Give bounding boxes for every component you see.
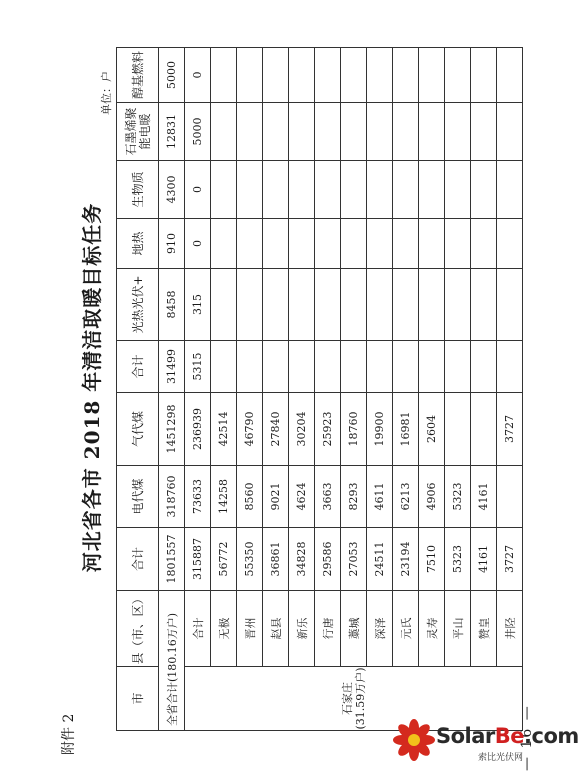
logo-text-accent: Be [494, 724, 525, 748]
table-cell [419, 48, 445, 103]
table-row [263, 48, 289, 731]
province-total-cell: 5000 [159, 48, 185, 103]
table-cell [289, 48, 315, 103]
table-cell: 236939 [185, 393, 211, 466]
table-cell [471, 48, 497, 103]
table-cell [445, 219, 471, 269]
column-header: 地热 [117, 219, 159, 269]
table-cell [419, 269, 445, 341]
table-cell [237, 161, 263, 219]
table-cell: 27840 [263, 393, 289, 466]
table-cell [263, 269, 289, 341]
table-cell [471, 393, 497, 466]
table-cell: 2604 [419, 393, 445, 466]
table-cell [497, 466, 523, 528]
table-cell [237, 219, 263, 269]
column-header: 电代煤 [117, 466, 159, 528]
table-cell [445, 341, 471, 393]
table-row [445, 48, 471, 731]
header-row [117, 48, 159, 731]
unit-label: 单位：户 [100, 71, 113, 115]
document-title: 河北省各市 2018 年清洁取暖目标任务 [80, 202, 104, 573]
table-cell: 4611 [367, 466, 393, 528]
table-cell [497, 103, 523, 161]
table-cell [289, 269, 315, 341]
table-cell [393, 341, 419, 393]
table-cell: 42514 [211, 393, 237, 466]
attachment-label: 附件 2 [61, 713, 77, 755]
table-cell: 0 [185, 219, 211, 269]
table-cell: 4161 [471, 528, 497, 591]
table-cell [211, 269, 237, 341]
column-header: 醇基燃料 [117, 48, 159, 103]
table-cell [445, 269, 471, 341]
table-cell: 8293 [341, 466, 367, 528]
table-cell [445, 103, 471, 161]
county-name: 灵寿 [419, 591, 445, 667]
column-header: 市 [117, 667, 159, 731]
table-cell [341, 103, 367, 161]
table-cell: 55350 [237, 528, 263, 591]
table-cell: 25923 [315, 393, 341, 466]
table-cell: 34828 [289, 528, 315, 591]
table-cell: 14258 [211, 466, 237, 528]
table-cell: 16981 [393, 393, 419, 466]
table-cell: 7510 [419, 528, 445, 591]
table-row [419, 48, 445, 731]
table-cell [315, 269, 341, 341]
table-cell: 27053 [341, 528, 367, 591]
table-cell: 4161 [471, 466, 497, 528]
table-cell [445, 161, 471, 219]
table-row [471, 48, 497, 731]
table-cell [497, 341, 523, 393]
table-cell [315, 103, 341, 161]
table-cell [393, 269, 419, 341]
flower-logo-icon [392, 718, 436, 762]
city-name: 石家庄 [340, 682, 354, 715]
heating-targets-table [116, 47, 523, 731]
table-cell: 315 [185, 269, 211, 341]
flower-center [408, 734, 420, 746]
table-cell: 9021 [263, 466, 289, 528]
table-cell [263, 219, 289, 269]
table-cell: 3727 [497, 393, 523, 466]
table-cell [341, 341, 367, 393]
table-row [393, 48, 419, 731]
table-cell: 56772 [211, 528, 237, 591]
table-cell [289, 341, 315, 393]
county-name: 赵县 [263, 591, 289, 667]
county-name: 新乐 [289, 591, 315, 667]
table-cell [263, 341, 289, 393]
table-cell: 8560 [237, 466, 263, 528]
table-cell [341, 219, 367, 269]
table-cell: 3663 [315, 466, 341, 528]
table-cell [471, 103, 497, 161]
table-cell [315, 48, 341, 103]
table-cell [237, 103, 263, 161]
table-cell [471, 269, 497, 341]
table-row [367, 48, 393, 731]
county-name: 深泽 [367, 591, 393, 667]
table-cell [211, 219, 237, 269]
table-row [289, 48, 315, 731]
table-cell: 30204 [289, 393, 315, 466]
table-cell [367, 219, 393, 269]
table-cell: 29586 [315, 528, 341, 591]
table-row [237, 48, 263, 731]
logo-text-suffix: .com [524, 724, 579, 748]
table-cell: 19900 [367, 393, 393, 466]
table-cell [367, 48, 393, 103]
column-header: 生物质 [117, 161, 159, 219]
column-header: 气代煤 [117, 393, 159, 466]
table-cell: 18760 [341, 393, 367, 466]
table-cell [341, 161, 367, 219]
table-cell [497, 161, 523, 219]
table-cell [315, 219, 341, 269]
county-name: 元氏 [393, 591, 419, 667]
county-name: 赞皇 [471, 591, 497, 667]
county-name: 井陉 [497, 591, 523, 667]
column-header: 合计 [117, 528, 159, 591]
table-cell: 5000 [185, 103, 211, 161]
table-cell: 0 [185, 161, 211, 219]
table-cell [211, 161, 237, 219]
province-total-cell: 8458 [159, 269, 185, 341]
table-cell [393, 48, 419, 103]
table-row [185, 48, 211, 731]
table-cell [419, 161, 445, 219]
table-cell: 4906 [419, 466, 445, 528]
table-cell [315, 341, 341, 393]
table-cell [289, 161, 315, 219]
table-row [211, 48, 237, 731]
table-cell [341, 269, 367, 341]
table-cell: 46790 [237, 393, 263, 466]
table-cell: 36861 [263, 528, 289, 591]
province-total-label: 全省合计(180.16万户) [159, 591, 185, 731]
table-cell [497, 219, 523, 269]
province-total-cell: 1451298 [159, 393, 185, 466]
table-cell [237, 48, 263, 103]
table-cell [211, 103, 237, 161]
table-cell: 24511 [367, 528, 393, 591]
table-cell [237, 341, 263, 393]
table-row [315, 48, 341, 731]
table-cell [445, 48, 471, 103]
city-households: (31.59万户) [353, 667, 367, 730]
table-cell [315, 161, 341, 219]
table-cell: 5323 [445, 466, 471, 528]
table-cell [263, 103, 289, 161]
table-cell [445, 393, 471, 466]
table-cell [263, 161, 289, 219]
table-cell [393, 219, 419, 269]
county-name: 藁城 [341, 591, 367, 667]
province-total-cell: 318760 [159, 466, 185, 528]
table-cell: 315887 [185, 528, 211, 591]
logo-text-main: Solar [436, 724, 495, 748]
table-cell [497, 269, 523, 341]
column-header: 县（市、区） [117, 591, 159, 667]
province-total-cell: 12831 [159, 103, 185, 161]
table-cell [367, 103, 393, 161]
province-total-cell: 1801557 [159, 528, 185, 591]
table-cell [393, 161, 419, 219]
table-cell [497, 48, 523, 103]
table-cell [471, 341, 497, 393]
county-name: 平山 [445, 591, 471, 667]
table-cell [419, 341, 445, 393]
table-cell: 5315 [185, 341, 211, 393]
table-cell [237, 269, 263, 341]
column-header: 石墨烯聚能电暖 [117, 103, 159, 161]
county-name: 无极 [211, 591, 237, 667]
county-name: 行唐 [315, 591, 341, 667]
table-cell [289, 103, 315, 161]
table-cell: 0 [185, 48, 211, 103]
table-cell [419, 219, 445, 269]
table-row [341, 48, 367, 731]
table-cell [211, 48, 237, 103]
province-total-cell: 910 [159, 219, 185, 269]
county-name: 晋州 [237, 591, 263, 667]
table-cell [419, 103, 445, 161]
logo-wordmark [436, 724, 579, 748]
table-cell: 3727 [497, 528, 523, 591]
table-cell [211, 341, 237, 393]
province-total-cell: 31499 [159, 341, 185, 393]
table-cell [471, 219, 497, 269]
table-cell [367, 269, 393, 341]
table-cell [263, 48, 289, 103]
column-header: 合计 [117, 341, 159, 393]
table-cell: 6213 [393, 466, 419, 528]
table-cell [367, 161, 393, 219]
solarbe-logo [392, 718, 579, 766]
table-cell: 5323 [445, 528, 471, 591]
province-total-cell: 4300 [159, 161, 185, 219]
table-cell: 4624 [289, 466, 315, 528]
column-header: 光热光伏+ [117, 269, 159, 341]
table-cell [341, 48, 367, 103]
table-cell: 23194 [393, 528, 419, 591]
table-row [497, 48, 523, 731]
province-total-row [159, 48, 185, 731]
table-cell [393, 103, 419, 161]
county-name: 合计 [185, 591, 211, 667]
table-cell [471, 161, 497, 219]
table-cell: 73633 [185, 466, 211, 528]
logo-subtitle: 索比光伏网 [478, 753, 524, 763]
page-number: — 16 — [519, 704, 535, 771]
table-cell [367, 341, 393, 393]
table-cell [289, 219, 315, 269]
